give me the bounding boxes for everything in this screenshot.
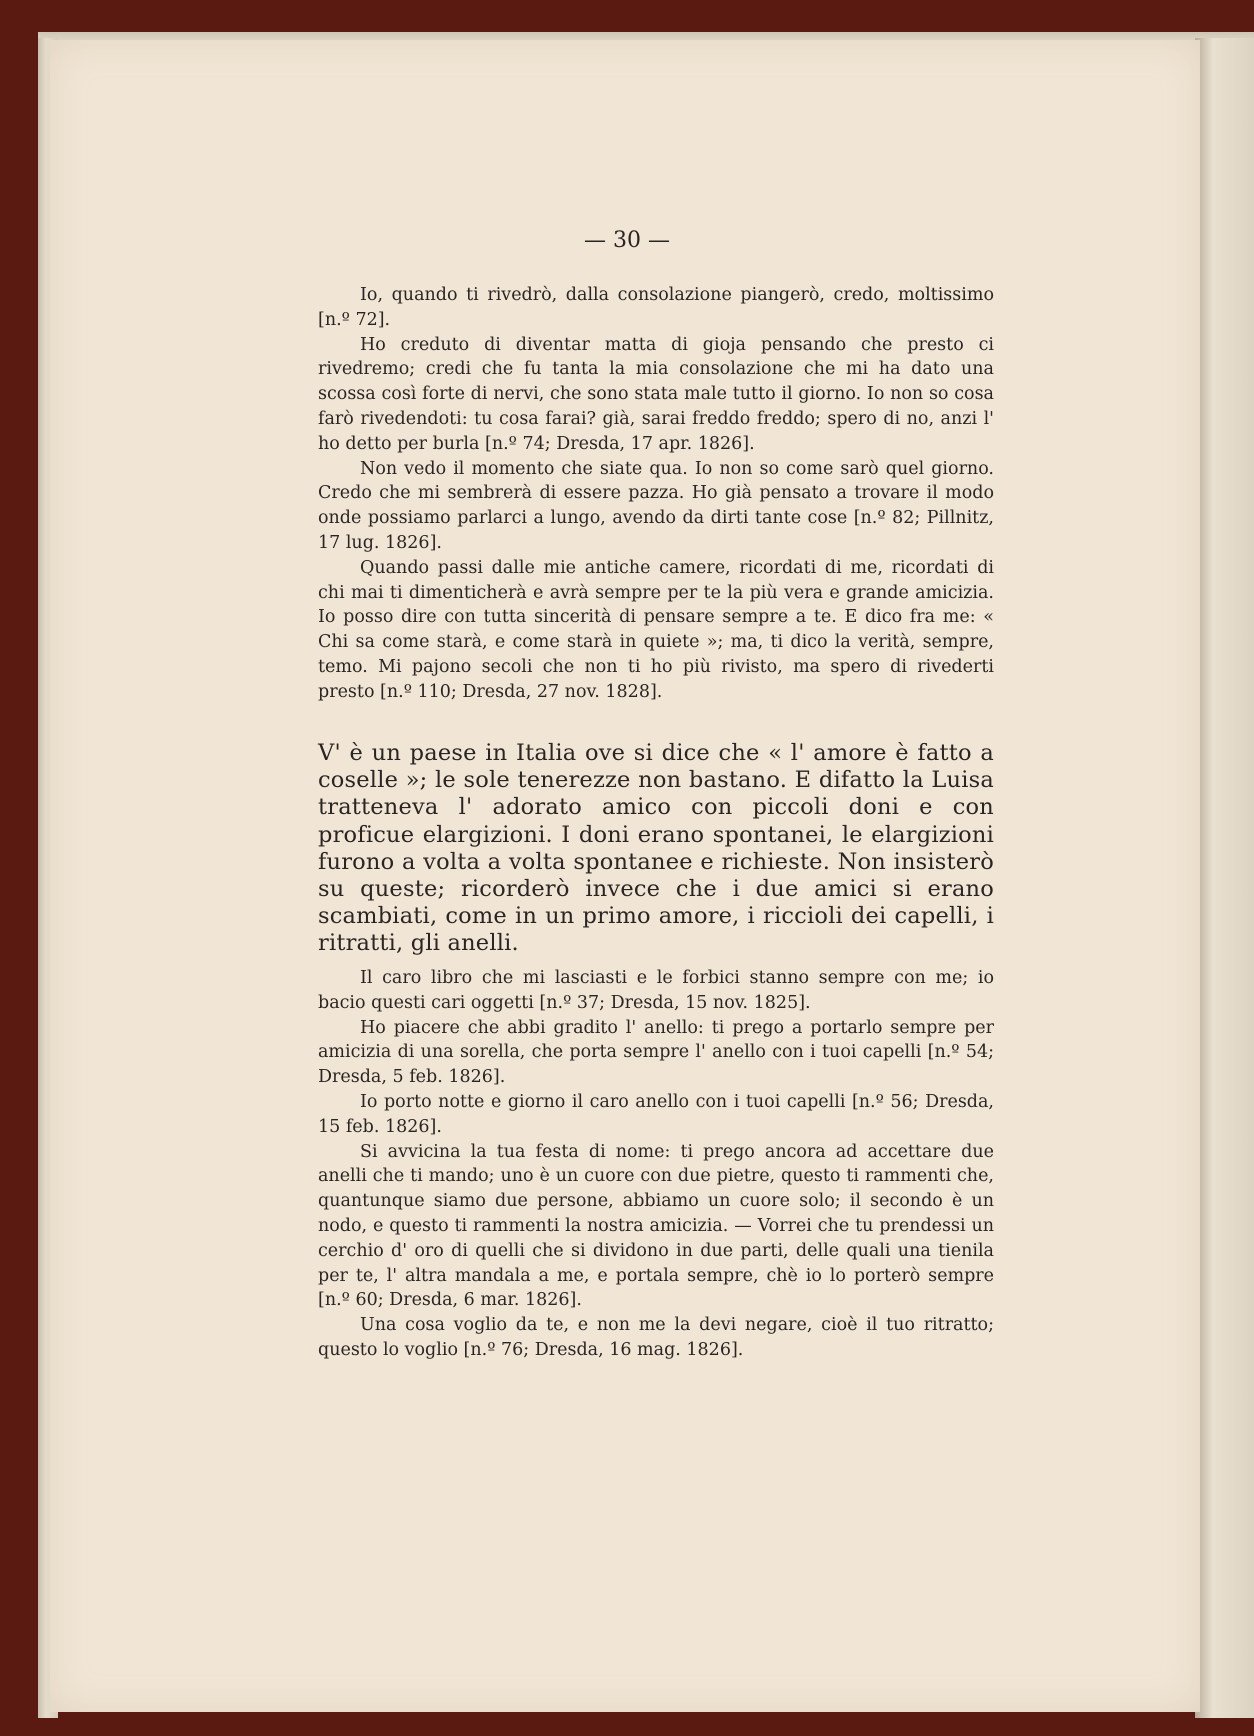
page-number: — 30 — [584, 228, 670, 253]
quote-paragraph: Si avvicina la tua festa di nome: ti prego ancora ad accettare due anelli che ti mando; uno è un cuore con due pietre, questo ti rammenti che, quantunque siamo due persone, abbiamo un cuore solo; il secondo è un nodo, e questo ti rammenti la nostra amicizia. — Vorrei che tu prendessi un cerchio d' oro di quelli che si dividono in due parti, delle quali una tienila per te, l' altra mandala a me, e portala sempre, chè io lo porterò sempre [n.º 60; Dresda, 6 mar. 1826]. [318, 1141, 994, 1311]
quote-paragraph: Ho piacere che abbi gradito l' anello: ti prego a portarlo sempre per amicizia di una sorella, che porta sempre l' anello con i tuoi capelli [n.º 54; Dresda, 5 feb. 1826]. [318, 1017, 994, 1088]
quote-paragraph: Io, quando ti rivedrò, dalla consolazione piangerò, credo, moltissimo [n.º 72]. [318, 285, 994, 330]
main-paragraph-block [318, 740, 994, 958]
quote-paragraph: Non vedo il momento che siate qua. Io non so come sarò quel giorno. Credo che mi sembrerà di essere pazza. Ho già pensato a trovare il modo onde possiamo parlarci a lungo, avendo da dirti tante cose [n.º 82; Pillnitz, 17 lug. 1826]. [318, 458, 994, 553]
quote-paragraph: Ho creduto di diventar matta di gioja pensando che presto ci rivedremo; credi che fu tanta la mia consolazione che mi ha dato una scossa così forte di nervi, che sono stata male tutto il giorno. Io non so cosa farò rivedendoti: tu cosa farai? già, sarai freddo freddo; spero di no, anzi l' ho detto per burla [n.º 74; Dresda, 17 apr. 1826]. [318, 334, 994, 454]
page-stack-right-edge [1195, 38, 1254, 1718]
quote-paragraph: Una cosa voglio da te, e non me la devi negare, cioè il tuo ritratto; questo lo voglio [n.º 76; Dresda, 16 mag. 1826]. [318, 1315, 994, 1360]
quote-paragraph: Io porto notte e giorno il caro anello con i tuoi capelli [n.º 56; Dresda, 15 feb. 1826]. [318, 1091, 994, 1137]
quote-block-letters-1 [318, 283, 994, 705]
main-paragraph: V' è un paese in Italia ove si dice che « l' amore è fatto a coselle »; le sole tenerezze non bastano. E difatto la Luisa tratteneva l' adorato amico con piccoli doni e con proficue elargizioni. I doni erano spontanei, le elargizioni furono a volta a volta spontanee e richieste. Non insisterò su queste; ricorderò invece che i due amici si erano scambiati, come in un primo amore, i riccioli dei capelli, i ritratti, gli anelli. [318, 740, 994, 957]
quote-block-letters-2 [318, 966, 994, 1363]
quote-paragraph: Il caro libro che mi lasciasti e le forbici stanno sempre con me; io bacio questi cari oggetti [n.º 37; Dresda, 15 nov. 1825]. [318, 968, 994, 1013]
quote-paragraph: Quando passi dalle mie antiche camere, ricordati di me, ricordati di chi mai ti dimenticherà e avrà sempre per te la più vera e grande amicizia. Io posso dire con tutta sincerità di pensare sempre a te. E dico fra me: « Chi sa come starà, e come starà in quiete »; ma, ti dico la verità, sempre, temo. Mi pajono secoli che non ti ho più rivisto, ma spero di rivederti presto [n.º 110; Dresda, 27 nov. 1828]. [318, 557, 994, 702]
